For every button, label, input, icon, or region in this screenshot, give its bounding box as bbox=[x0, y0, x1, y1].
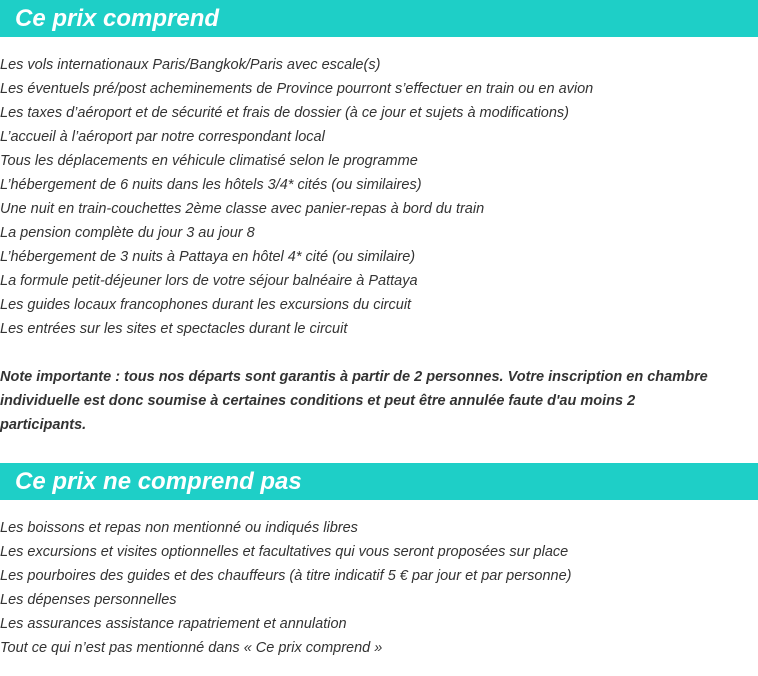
list-item: Tous les déplacements en véhicule climatisé selon le programme bbox=[0, 153, 418, 169]
excluded-section-title: Ce prix ne comprend pas bbox=[15, 468, 302, 495]
list-item: Les excursions et visites optionnelles et facultatives qui vous seront proposées sur place bbox=[0, 544, 569, 560]
excluded-section-header bbox=[0, 463, 758, 500]
excluded-items-list bbox=[0, 516, 758, 660]
list-item: Tout ce qui n’est pas mentionné dans « Ce prix comprend » bbox=[0, 640, 383, 656]
list-item: Une nuit en train-couchettes 2ème classe avec panier-repas à bord du train bbox=[0, 201, 485, 217]
included-items-list bbox=[0, 53, 758, 341]
list-item: Les dépenses personnelles bbox=[0, 592, 177, 608]
list-item: Les assurances assistance rapatriement et annulation bbox=[0, 616, 347, 632]
list-item: Les taxes d’aéroport et de sécurité et frais de dossier (à ce jour et sujets à modifications) bbox=[0, 105, 570, 121]
list-item: L’hébergement de 3 nuits à Pattaya en hôtel 4* cité (ou similaire) bbox=[0, 249, 416, 265]
list-item: Les entrées sur les sites et spectacles durant le circuit bbox=[0, 321, 348, 337]
list-item: Les éventuels pré/post acheminements de Province pourront s’effectuer en train ou en avion bbox=[0, 81, 594, 97]
list-item: L’accueil à l’aéroport par notre correspondant local bbox=[0, 129, 325, 145]
list-item: Les boissons et repas non mentionné ou indiqués libres bbox=[0, 520, 358, 536]
list-item: La pension complète du jour 3 au jour 8 bbox=[0, 225, 255, 241]
list-item: L’hébergement de 6 nuits dans les hôtels 3/4* cités (ou similaires) bbox=[0, 177, 422, 193]
list-item: La formule petit-déjeuner lors de votre séjour balnéaire à Pattaya bbox=[0, 273, 418, 289]
list-item: Les pourboires des guides et des chauffeurs (à titre indicatif 5 € par jour et par personne) bbox=[0, 568, 572, 584]
included-section-title: Ce prix comprend bbox=[15, 5, 220, 32]
list-item: Les guides locaux francophones durant les excursions du circuit bbox=[0, 297, 412, 313]
included-section-header bbox=[0, 0, 758, 37]
list-item: Les vols internationaux Paris/Bangkok/Paris avec escale(s) bbox=[0, 57, 381, 73]
important-note: Note importante : tous nos départs sont garantis à partir de 2 personnes. Votre inscription en chambre individuelle est donc soumise à certaines conditions et peut être annulée faute d'au moins 2 participants. bbox=[0, 369, 708, 433]
